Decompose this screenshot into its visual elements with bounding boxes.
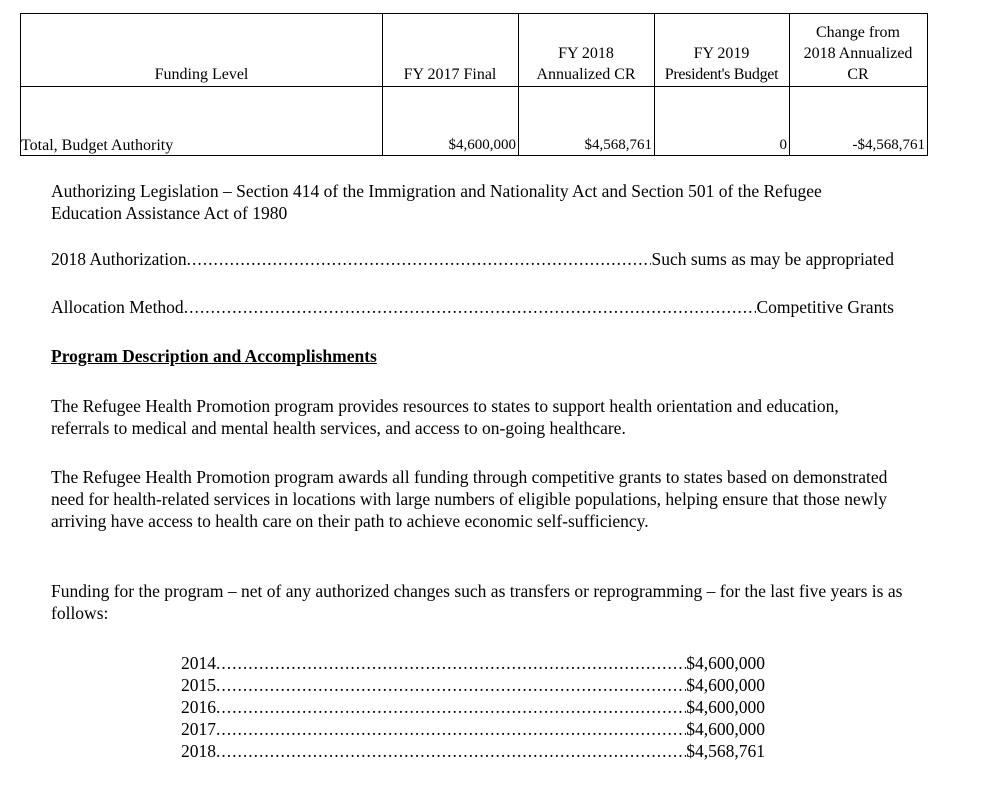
funding-row bbox=[181, 696, 765, 718]
section-heading: Program Description and Accomplishments bbox=[51, 346, 377, 366]
leader-dots bbox=[216, 674, 686, 696]
header-fy2019-line2: President's Budget bbox=[664, 66, 779, 83]
header-change-line2: 2018 Annualized bbox=[803, 45, 913, 62]
leader-dots bbox=[187, 248, 652, 270]
allocation-line bbox=[51, 296, 894, 320]
header-fy2018-line1: FY 2018 bbox=[558, 45, 614, 62]
allocation-label: Allocation Method bbox=[51, 297, 184, 317]
header-fy2019-line1: FY 2019 bbox=[693, 45, 750, 62]
authorization-value: Such sums as may be appropriated bbox=[651, 249, 894, 269]
funding-year: 2016 bbox=[181, 697, 216, 717]
authorization-line bbox=[51, 248, 894, 272]
row-label: Total, Budget Authority bbox=[21, 137, 174, 154]
paragraph-2: The Refugee Health Promotion program awards all funding through competitive grants to states based on demonstrated need for health-related services in locations with large numbers of eligible populations, helping ensure that those newly arriving have access to health care on their path to achieve economic self-sufficiency. bbox=[51, 467, 888, 531]
paragraph-3: Funding for the program – net of any authorized changes such as transfers or reprogramming – for the last five years is as follows: bbox=[51, 581, 903, 623]
allocation-value: Competitive Grants bbox=[756, 297, 894, 317]
budget-table bbox=[20, 13, 928, 156]
table-divider bbox=[21, 86, 927, 87]
header-funding-level: Funding Level bbox=[154, 66, 249, 83]
funding-year: 2017 bbox=[181, 719, 216, 739]
funding-amount: $4,600,000 bbox=[686, 675, 765, 695]
header-change-line3: CR bbox=[847, 66, 869, 83]
paragraph-1: The Refugee Health Promotion program provides resources to states to support health orientation and education, referrals to medical and mental health services, and access to on-going healthcare. bbox=[51, 396, 839, 438]
authorizing-legislation: Authorizing Legislation – Section 414 of the Immigration and Nationality Act and Section 501 of the Refugee Education Assistance Act of 1980 bbox=[51, 181, 822, 223]
funding-year: 2018 bbox=[181, 741, 216, 761]
row-fy2017: $4,600,000 bbox=[448, 137, 516, 153]
funding-row bbox=[181, 740, 765, 762]
row-fy2019: 0 bbox=[779, 137, 787, 153]
header-fy2018-line2: Annualized CR bbox=[536, 66, 636, 83]
funding-amount: $4,568,761 bbox=[686, 741, 765, 761]
row-change: -$4,568,761 bbox=[852, 137, 925, 153]
funding-row bbox=[181, 652, 765, 674]
column-divider bbox=[518, 14, 519, 155]
column-divider bbox=[382, 14, 383, 155]
funding-row bbox=[181, 674, 765, 696]
header-change-line1: Change from bbox=[816, 24, 900, 41]
funding-amount: $4,600,000 bbox=[686, 697, 765, 717]
row-fy2018: $4,568,761 bbox=[584, 137, 652, 153]
header-fy2017: FY 2017 Final bbox=[403, 66, 497, 83]
authorization-label: 2018 Authorization bbox=[51, 249, 187, 269]
funding-year: 2014 bbox=[181, 653, 216, 673]
leader-dots bbox=[216, 740, 686, 762]
funding-year: 2015 bbox=[181, 675, 216, 695]
leader-dots bbox=[216, 696, 686, 718]
leader-dots bbox=[216, 652, 686, 674]
leader-dots bbox=[184, 296, 757, 318]
funding-amount: $4,600,000 bbox=[686, 653, 765, 673]
funding-row bbox=[181, 718, 765, 740]
leader-dots bbox=[216, 718, 686, 740]
funding-amount: $4,600,000 bbox=[686, 719, 765, 739]
column-divider bbox=[654, 14, 655, 155]
